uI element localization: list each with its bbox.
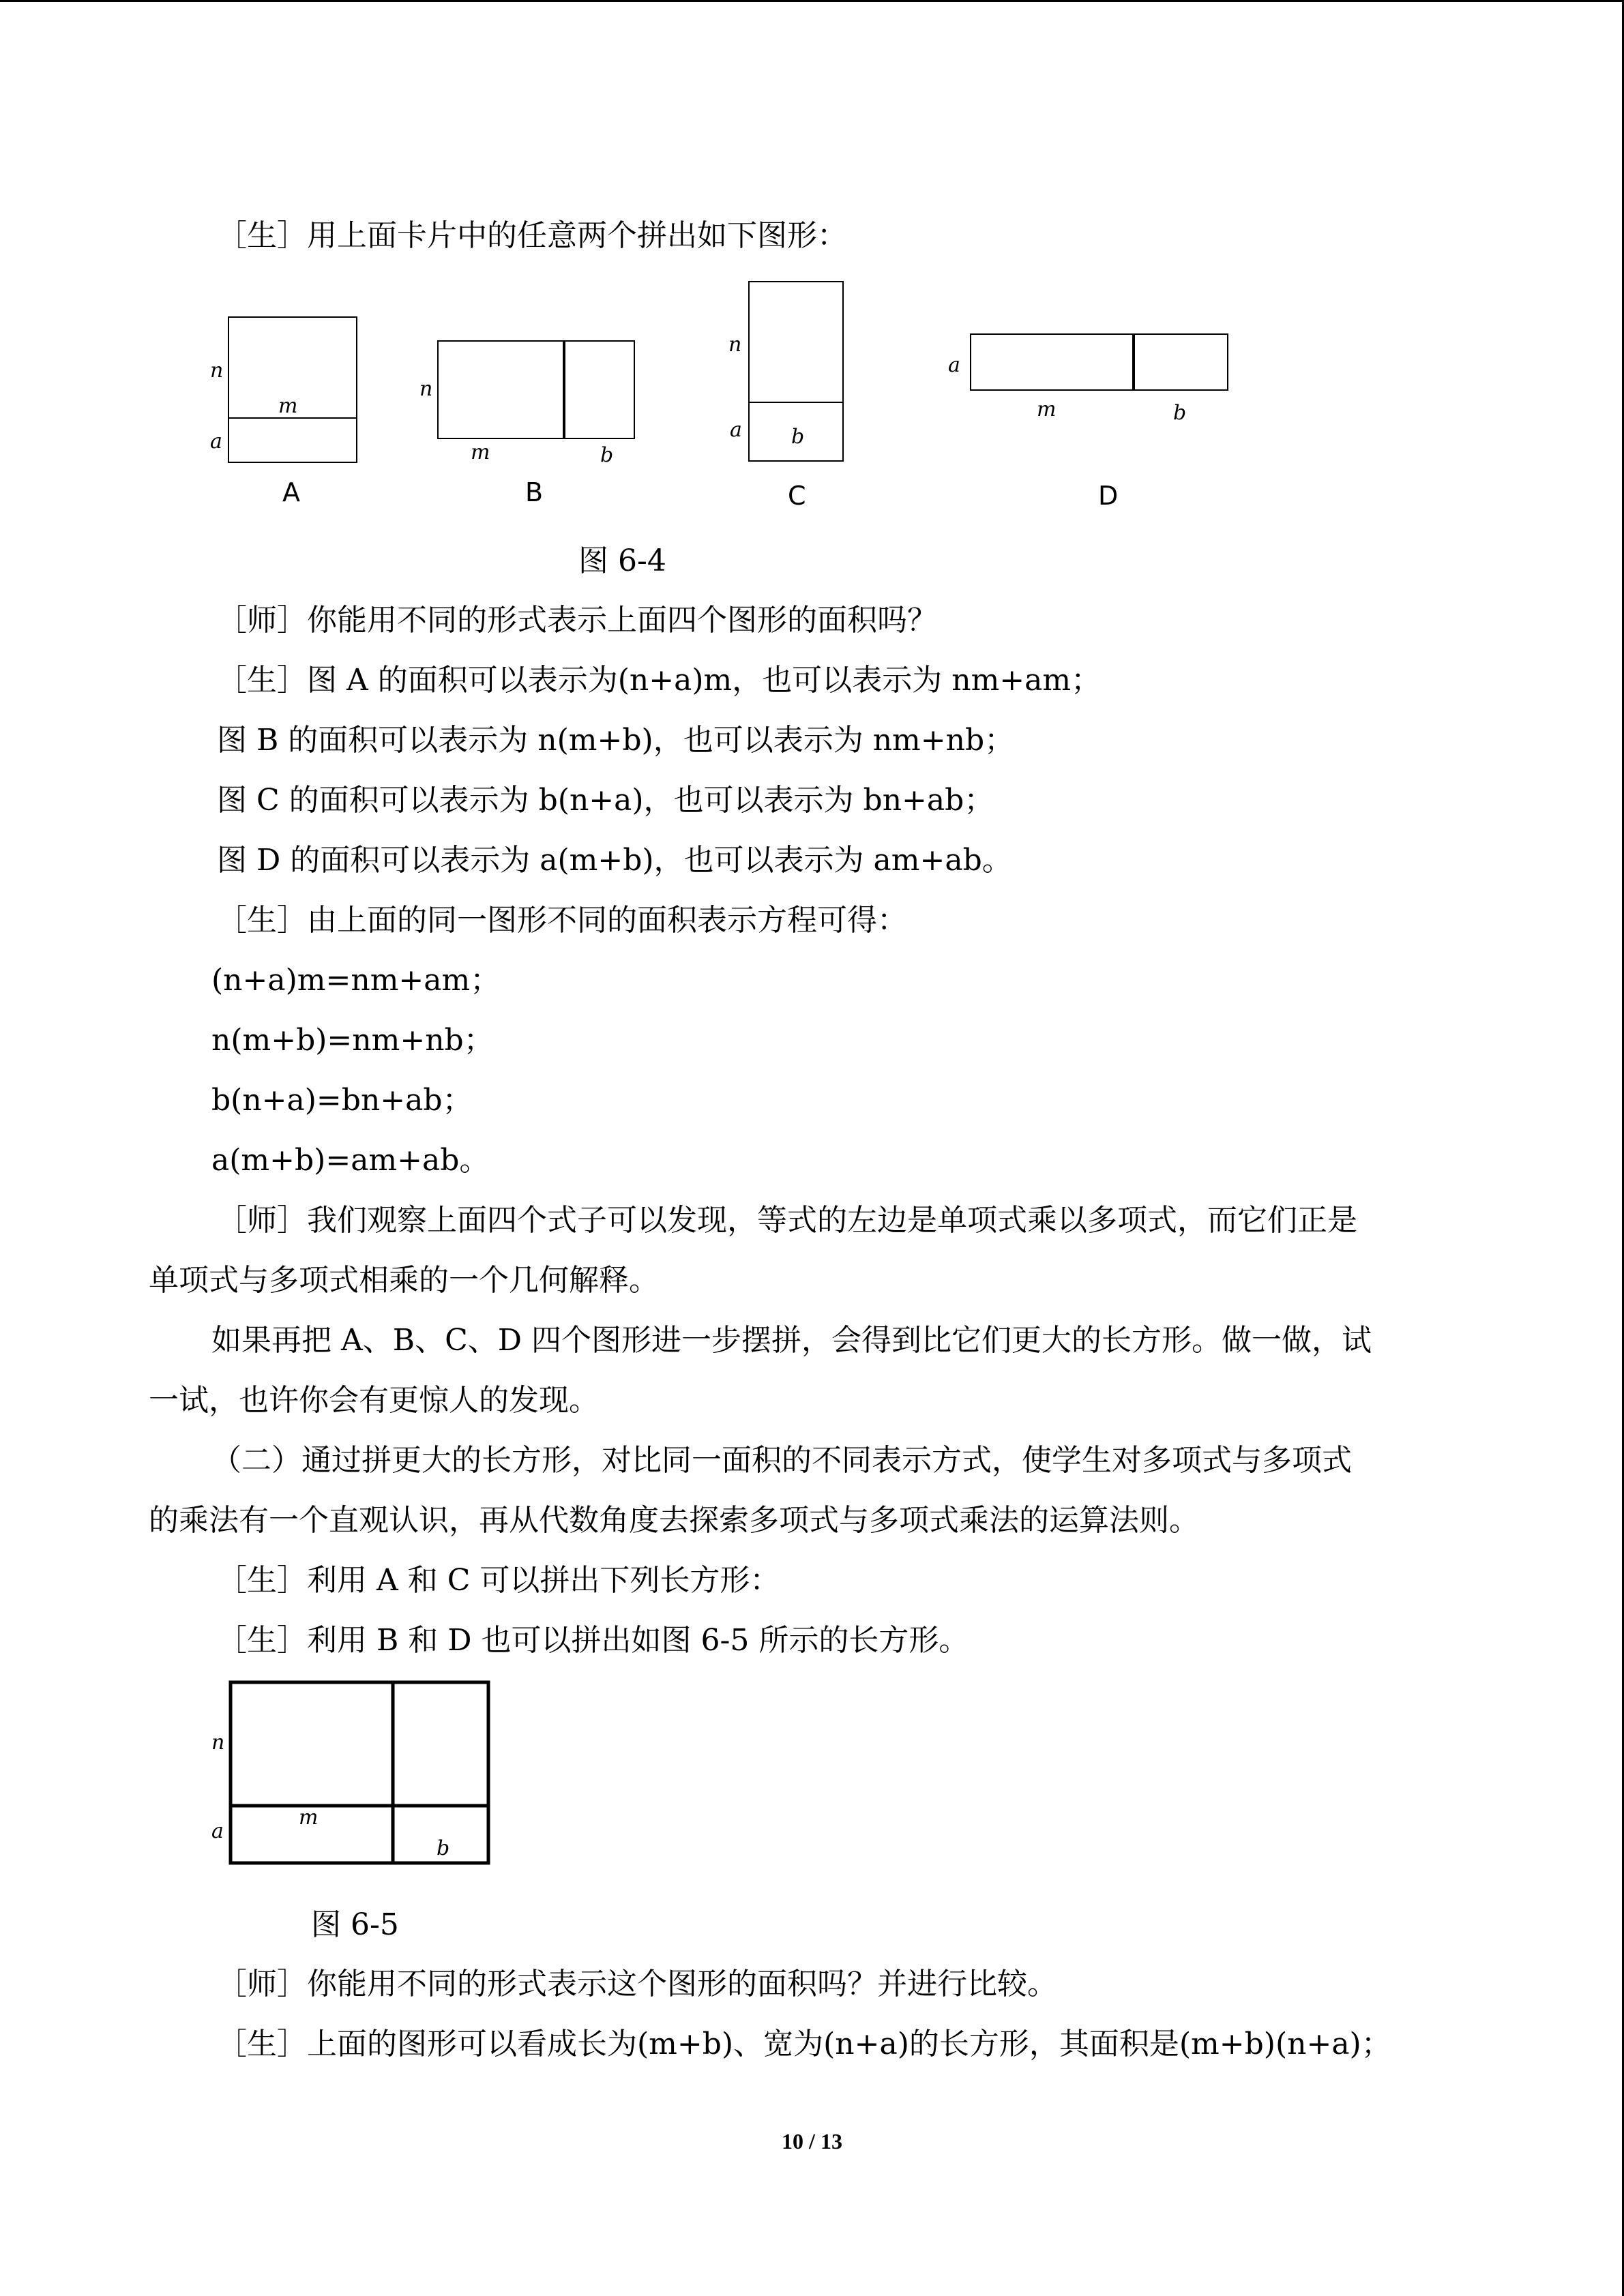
- label-a: a: [730, 418, 742, 442]
- paragraph-line: ［生］上面的图形可以看成长为(m+b)、宽为(n+a)的长方形，其面积是(m+b)(n+a)；: [217, 2027, 1391, 2061]
- paragraph-line: ［生］利用 B 和 D 也可以拼出如图 6-5 所示的长方形。: [217, 1623, 969, 1658]
- label-B: B: [525, 477, 544, 507]
- paragraph-line: 图 B 的面积可以表示为 n(m+b)，也可以表示为 nm+nb；: [217, 723, 1015, 758]
- equation-line: n(m+b)=nm+nb；: [211, 1023, 494, 1058]
- paragraph-line: 图 D 的面积可以表示为 a(m+b)，也可以表示为 am+ab。: [217, 843, 1012, 878]
- paragraph-line: 一试，也许你会有更惊人的发现。: [149, 1383, 599, 1418]
- label-m: m: [1037, 398, 1057, 421]
- paragraph-line: 图 C 的面积可以表示为 b(n+a)，也可以表示为 bn+ab；: [217, 783, 994, 818]
- paragraph-line: ［生］用上面卡片中的任意两个拼出如下图形：: [217, 218, 847, 253]
- label-m: m: [471, 441, 490, 464]
- label-a: a: [948, 353, 960, 377]
- label-m: m: [299, 1806, 319, 1830]
- paragraph-line: （二）通过拼更大的长方形，对比同一面积的不同表示方式，使学生对多项式与多项式: [211, 1443, 1352, 1478]
- paragraph-line: ［生］图 A 的面积可以表示为(n+a)m，也可以表示为 nm+am；: [217, 663, 1102, 698]
- figure-6-5-caption: 图 6-5: [311, 1907, 399, 1942]
- page-frame-top: [0, 0, 1624, 2]
- page-number: 10 / 13: [782, 2129, 842, 2153]
- label-b: b: [437, 1836, 450, 1860]
- figure-a: [210, 317, 357, 507]
- label-a: a: [211, 1819, 224, 1843]
- paragraph-line: ［生］由上面的同一图形不同的面积表示方程可得：: [217, 903, 907, 938]
- label-A: A: [282, 477, 300, 507]
- label-D: D: [1098, 481, 1119, 511]
- label-n: n: [728, 333, 742, 357]
- paragraph-line: ［生］利用 A 和 C 可以拼出下列长方形：: [217, 1563, 780, 1598]
- figure-d: [948, 334, 1228, 511]
- equation-line: (n+a)m=nm+am；: [211, 963, 501, 998]
- paragraph-line: 的乘法有一个直观认识，再从代数角度去探索多项式与多项式乘法的运算法则。: [149, 1503, 1199, 1538]
- equation-line: a(m+b)=am+ab。: [211, 1143, 490, 1178]
- paragraph-line: 单项式与多项式相乘的一个几何解释。: [149, 1263, 659, 1298]
- label-n: n: [419, 377, 433, 401]
- figure-6-4: [198, 269, 1262, 515]
- label-b: b: [600, 443, 614, 467]
- paragraph-line: 如果再把 A、B、C、D 四个图形进一步摆拼，会得到比它们更大的长方形。做一做，试: [211, 1323, 1372, 1358]
- equation-line: b(n+a)=bn+ab；: [211, 1083, 473, 1118]
- label-n: n: [210, 359, 224, 383]
- label-n: n: [211, 1731, 225, 1755]
- label-a: a: [210, 430, 222, 453]
- paragraph-line: ［师］你能用不同的形式表示这个图形的面积吗？并进行比较。: [217, 1967, 1057, 2001]
- figure-6-4-caption: 图 6-4: [578, 543, 666, 578]
- label-b: b: [1173, 401, 1187, 425]
- label-b: b: [791, 425, 805, 449]
- figure-6-5: [205, 1674, 505, 1879]
- label-m: m: [278, 394, 298, 418]
- paragraph-line: ［师］你能用不同的形式表示上面四个图形的面积吗？: [217, 603, 937, 638]
- label-C: C: [788, 481, 806, 511]
- figure-c: [728, 282, 843, 511]
- figure-b: [419, 341, 634, 507]
- paragraph-line: ［师］我们观察上面四个式子可以发现，等式的左边是单项式乘以多项式，而它们正是: [217, 1203, 1357, 1238]
